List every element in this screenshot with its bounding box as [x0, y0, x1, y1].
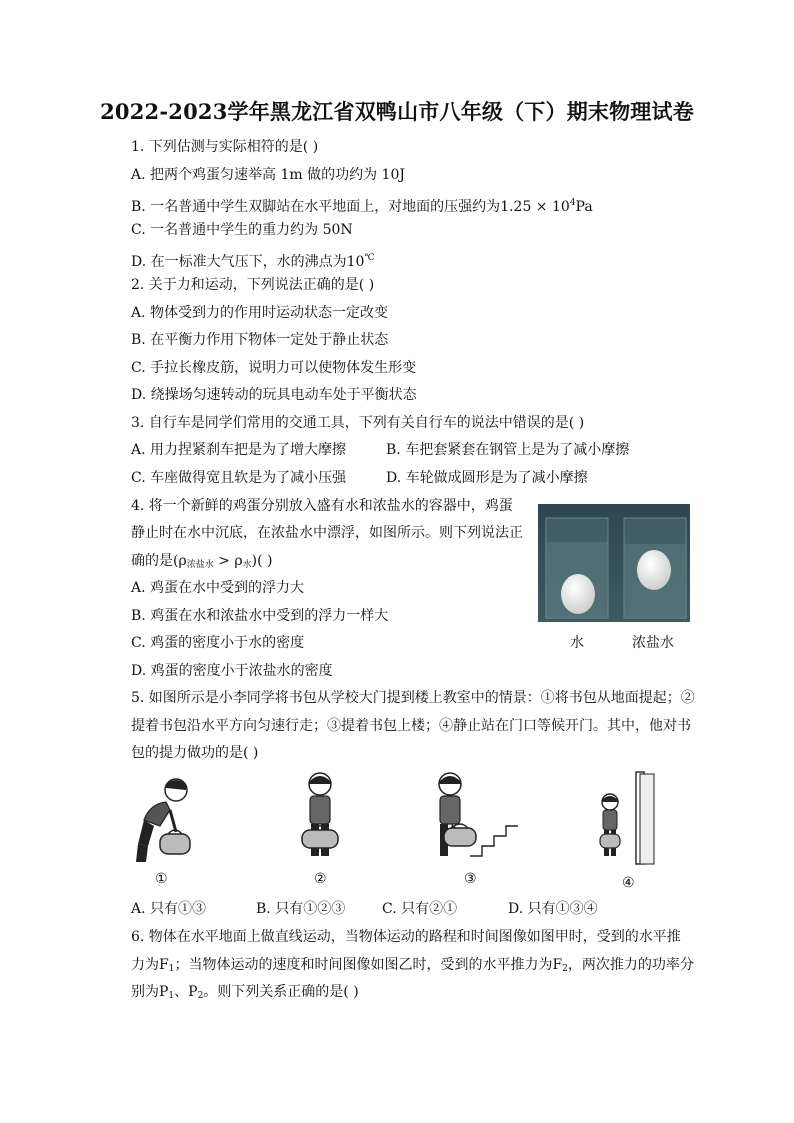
page-title: 2022-2023学年黑龙江省双鸭山市八年级（下）期末物理试卷	[100, 99, 694, 124]
q3-option-d: D. 车轮做成圆形是为了减小摩擦	[386, 470, 588, 486]
caption-water: 水	[570, 635, 584, 651]
q1-stem: 1. 下列估测与实际相符的是( )	[131, 139, 319, 155]
q2-option-b: B. 在平衡力作用下物体一定处于静止状态	[131, 332, 389, 348]
q3-stem: 3. 自行车是同学们常用的交通工具，下列有关自行车的说法中错误的是( )	[131, 415, 585, 431]
q5-option-c: C. 只有②①	[382, 901, 458, 917]
q3-option-b: B. 车把套紧套在钢管上是为了减小摩擦	[386, 442, 630, 458]
q2-option-d: D. 绕操场匀速转动的玩具电动车处于平衡状态	[131, 387, 417, 403]
q4-stem-line-1: 4. 将一个新鲜的鸡蛋分别放入盛有水和浓盐水的容器中，鸡蛋	[131, 498, 513, 514]
q4-option-d: D. 鸡蛋的密度小于浓盐水的密度	[131, 663, 333, 679]
water-beaker	[546, 518, 608, 618]
q4-option-c: C. 鸡蛋的密度小于水的密度	[131, 635, 305, 651]
q5-stem-line-2: 提着书包沿水平方向匀速行走；③提着书包上楼；④静止站在门口等候开门。其中，他对书	[131, 718, 691, 734]
q4-option-a: A. 鸡蛋在水中受到的浮力大	[131, 580, 305, 596]
q1-option-d: D. 在一标准大气压下，水的沸点为10℃	[131, 253, 375, 270]
q3-option-a: A. 用力捏紧刹车把是为了增大摩擦	[131, 442, 347, 458]
figure-label-4: ④	[622, 875, 635, 891]
caption-brine: 浓盐水	[632, 635, 674, 651]
q6-stem-line-3: 别为$P_1$、$P_2$。则下列关系正确的是( )	[131, 984, 359, 1001]
q1-option-c: C. 一名普通中学生的重力约为 50N	[131, 222, 353, 238]
q6-stem-line-1: 6. 物体在水平地面上做直线运动，当物体运动的路程和时间图像如图甲时，受到的水平推	[131, 929, 681, 945]
q6-stem-line-2: 力为$F_1$；当物体运动的速度和时间图像如图乙时，受到的水平推力为$F_2$，两次推力的功率分	[131, 957, 694, 974]
figure-lift-bag	[130, 774, 200, 868]
figure-label-2: ②	[314, 871, 327, 887]
figure-walk-horizontal	[296, 770, 348, 864]
q4-stem-line-2: 静止时在水中沉底，在浓盐水中漂浮，如图所示。则下列说法正	[131, 525, 523, 541]
q1-option-a: A. 把两个鸡蛋匀速举高 1m 做的功约为 10J	[131, 167, 405, 183]
brine-beaker	[624, 518, 686, 618]
egg-experiment-photo	[538, 504, 690, 622]
figure-stand-at-door	[594, 770, 658, 866]
q1-option-b: B. 一名普通中学生双脚站在水平地面上，对地面的压强约为$1.25 \times 10^4Pa$	[131, 198, 593, 215]
figure-climb-stairs	[430, 770, 520, 864]
q5-option-b: B. 只有①②③	[256, 901, 346, 917]
floating-egg	[637, 550, 671, 590]
sunken-egg	[561, 574, 595, 614]
q4-option-b: B. 鸡蛋在水和浓盐水中受到的浮力一样大	[131, 608, 389, 624]
q4-stem-line-3: 确的是$(\rho_{浓盐水} > \rho_水)$( )	[131, 553, 273, 570]
q5-option-d: D. 只有①③④	[508, 901, 598, 917]
q5-stem-line-1: 5. 如图所示是小李同学将书包从学校大门提到楼上教室中的情景：①将书包从地面提起；②	[131, 690, 695, 706]
q5-stem-line-3: 包的提力做功的是( )	[131, 745, 259, 761]
q2-option-c: C. 手拉长橡皮筋，说明力可以使物体发生形变	[131, 360, 417, 376]
q2-option-a: A. 物体受到力的作用时运动状态一定改变	[131, 305, 389, 321]
figure-label-1: ①	[155, 871, 168, 887]
q5-option-a: A. 只有①③	[131, 901, 207, 917]
figure-label-3: ③	[464, 871, 477, 887]
q3-option-c: C. 车座做得宽且软是为了减小压强	[131, 470, 347, 486]
q2-stem: 2. 关于力和运动，下列说法正确的是( )	[131, 277, 375, 293]
